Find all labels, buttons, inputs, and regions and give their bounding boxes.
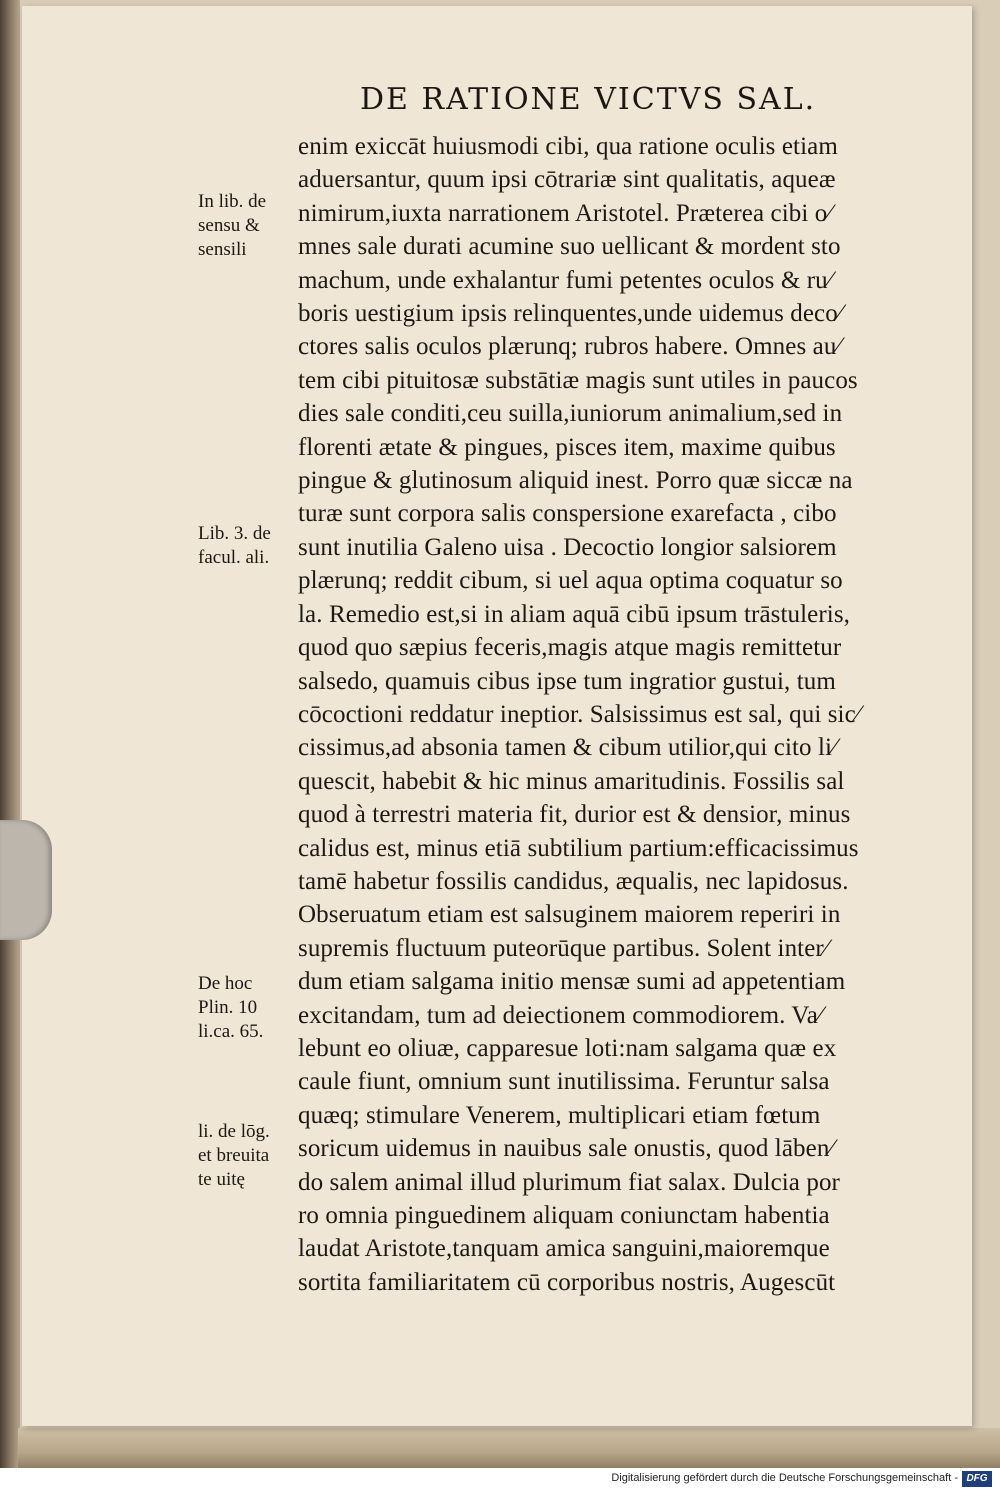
text-line: lebunt eo oliuæ, capparesue loti:nam salgama quæ ex [298, 1034, 837, 1062]
text-line: turæ sunt corpora salis conspersione exarefacta , cibo [298, 500, 837, 528]
body-text [298, 130, 918, 1299]
funding-notice: Digitalisierung gefördert durch die Deutsche Forschungsgemeinschaft - [611, 1472, 958, 1484]
margin-note-plinius [198, 972, 293, 1044]
dfg-logo-icon: DFG [962, 1471, 992, 1487]
text-line: pingue & glutinosum aliquid inest. Porro quæ siccæ na [298, 467, 853, 495]
text-line: supremis fluctuum puteorūque partibus. Solent inter⁄ [298, 934, 829, 962]
text-line: aduersantur, quum ipsi cōtrariæ sint qualitatis, aqueæ [298, 166, 836, 194]
text-line: calidus est, minus etiā subtilium partium:efficacissimus [298, 834, 859, 862]
text-line: do salem animal illud plurimum fiat salax. Dulcia por [298, 1168, 840, 1196]
text-line: cōcoctioni reddatur ineptior. Salsissimus est sal, qui sic⁄ [298, 700, 861, 728]
text-line: machum, unde exhalantur fumi petentes oculos & ru⁄ [298, 266, 833, 294]
text-line: ro omnia pinguedinem aliquam coniunctam habentia [298, 1202, 830, 1229]
text-line: sunt inutilia Galeno uisa . Decoctio longior salsiorem [298, 533, 837, 561]
text-line: quæq; stimulare Venerem, multiplicari etiam fœtum [298, 1101, 821, 1129]
text-line: boris uestigium ipsis relinquentes,unde uidemus deco⁄ [298, 300, 843, 328]
text-line: dies sale conditi,ceu suilla,iuniorum animalium,sed in [298, 400, 843, 428]
margin-note-line: et breuita [198, 1145, 270, 1166]
margin-note-de-sensu [198, 190, 293, 262]
running-head: DE RATIONE VICTVS SAL. [360, 82, 817, 117]
text-line: enim exiccāt huiusmodi cibi, qua ratione oculis etiam [298, 133, 838, 160]
text-line: laudat Aristote,tanquam amica sanguini,maioremque [298, 1235, 830, 1263]
margin-note-line: facul. ali. [198, 547, 270, 568]
text-line: quod quo sæpius feceris,magis atque magis remittetur [298, 634, 842, 662]
margin-note-line: sensu & [198, 215, 260, 236]
text-line: florenti ætate & pingues, pisces item, maxime quibus [298, 433, 836, 461]
footer-bar [0, 1468, 1000, 1493]
text-line: caule fiunt, omnium sunt inutilissima. Feruntur salsa [298, 1068, 830, 1096]
margin-note-line: Lib. 3. de [198, 523, 271, 544]
text-line: cissimus,ad absonia tamen & cibum utilior,qui cito li⁄ [298, 734, 837, 762]
text-line: plærunq; reddit cibum, si uel aqua optima coquatur so [298, 567, 843, 595]
text-line: salsedo, quamuis cibus ipse tum ingratior gustui, tum [298, 667, 836, 695]
book-spine-edge [0, 0, 20, 1468]
text-line: excitandam, tum ad deiectionem commodiorem. Va⁄ [298, 1001, 823, 1029]
margin-note-line: In lib. de [198, 191, 267, 212]
text-line: soricum uidemus in nauibus sale onustis, quod lāben⁄ [298, 1135, 834, 1163]
text-line: dum etiam salgama initio mensæ sumi ad appetentiam [298, 968, 846, 996]
margin-note-de-longitudine [198, 1120, 293, 1192]
margin-note-line: Plin. 10 [198, 997, 258, 1018]
text-line: tamē habetur fossilis candidus, æqualis, nec lapidosus. [298, 867, 849, 895]
text-line: sortita familiaritatem cū corporibus nostris, Augescūt [298, 1268, 836, 1296]
text-line: mnes sale durati acumine suo uellicant & mordent sto [298, 233, 841, 261]
margin-note-de-facul [198, 522, 293, 570]
text-line: quescit, habebit & hic minus amaritudinis. Fossilis sal [298, 767, 845, 795]
margin-note-line: li. de lōg. [198, 1121, 270, 1142]
text-line: la. Remedio est,si in aliam aquā cibū ipsum trāstuleris, [298, 600, 851, 628]
book-clip [0, 820, 52, 940]
margin-note-line: li.ca. 65. [198, 1021, 264, 1042]
margin-note-line: sensili [198, 239, 247, 260]
text-line: quod à terrestri materia fit, durior est & densior, minus [298, 801, 851, 829]
page-stack-edge [18, 1428, 1000, 1468]
text-line: nimirum,iuxta narrationem Aristotel. Præterea cibi o⁄ [298, 199, 832, 227]
margin-note-line: te uitę [198, 1169, 245, 1190]
text-line: tem cibi pituitosæ substātiæ magis sunt utiles in paucos [298, 366, 858, 394]
margin-note-line: De hoc [198, 973, 253, 994]
text-line: Obseruatum etiam est salsuginem maiorem reperiri in [298, 901, 841, 929]
text-line: ctores salis oculos plærunq; rubros habere. Omnes au⁄ [298, 333, 841, 361]
